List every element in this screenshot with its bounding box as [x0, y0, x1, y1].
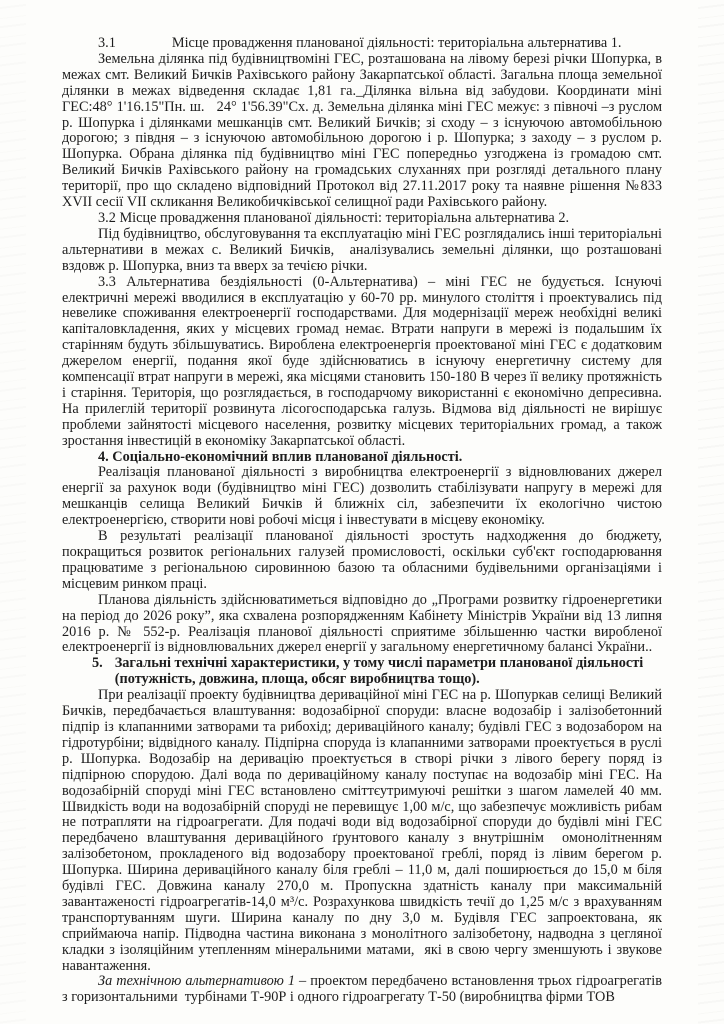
section-4-heading: 4. Соціально-економічний вплив планованої діяльності. — [98, 448, 463, 465]
technical-alternative-1-lead: За технічною альтернативою 1 — [98, 973, 295, 990]
section-3-2-title: 3.2 Місце провадження планованої діяльності: територіальна альтернатива 2. — [98, 209, 570, 226]
paragraph-site-alternative-2: Під будівництво, обслуговування та експлуатацію міні ГЕС розглядались інші територіальні альтернативи в межах с. Великий Бичків, аналізувались земельні ділянки, що розташовані вздовж р. Шопурка, вниз та вверх за течією річки. — [62, 225, 662, 274]
section-5-heading-text: Загальні технічні характеристики, у тому числі параметри планованої діяльності (потужність, довжина, площа, обсяг виробництва тощо). — [114, 655, 644, 688]
paragraph-site-alternative-1: Земельна ділянка під будівництвоміні ГЕС, розташована на лівому березі річки Шопурка, в межах смт. Великий Бичків Рахівського району Закарпатської області. Загальна площа земельної ділянки в межах відведення складає 1,81 га._Ділянка вільна від забудови. Координати міні ГЕС:48° 1'16.15"Пн. ш. 24° 1'56.39"Сх. д. Земельна ділянка міні ГЕС межує: з півночі –з руслом р. Шопурка і ділянками мешканців смт. Великий Бичків; зі сходу – з існуючою автомобільною дорогою; з півдня – з існуючою автомобільною дорогою і р. Шопурка; з заходу – з руслом р. Шопурка. Обрана ділянка під будівництво міні ГЕС попередньо узгоджена із громадою смт. Великий Бичків Рахівського району на громадських слуханнях при розгляді детального плану території, про що складено відповідний Протокол від 27.11.2017 року та наявне рішення №833 XVII сесії VII скликання Великобичківської селищної ради Рахівського району. — [62, 50, 662, 211]
section-5-number: 5. — [92, 655, 103, 672]
paragraph-technical-alternative-1 — [62, 974, 662, 1006]
paragraph-budget-impact: В результаті реалізації планованої діяльності зростуть надходження до бюджету, покращиться розвиток регіональних галузей промисловості, оскільки суб'єкт господарювання працюватиме з регіональною сировинною базою та обласними будівельними організаціями і місцевим ринком праці. — [62, 528, 662, 592]
paragraph-technical-description: При реалізації проекту будівництва дериваційної міні ГЕС на р. Шопуркав селищі Великий Бичків, передбачається влаштування: водозабірної споруди: власне водозабір і залізобетонний підпір із клапанними затворами та рибохід; дериваційного каналу; будівлі ГЕС з водозабором на гідротурбіни; відвідного каналу. Підпірна споруда із клапанними затворами проектується в руслі р. Шопурка. Водозабір на деривацію проектується в створі річки з лівого берегу поряд із підпірною спорудою. Далі вода по дериваційному каналу поступає на водозабір міні ГЕС. На водозабірній споруді міні ГЕС встановлено сміттєутримуючі решітки з шагом ламелей 40 мм. Швидкість води на водозабірній споруді не перевищує 1,00 м/с, що забезпечує можливість рибам не потрапляти на гідроагрегати. Для подачі води від водозабірної споруди до будівлі міні ГЕС передбачено влаштування дериваційного ґрунтового каналу з внутрішнім омонолітненням залізобетоном, прокладеного від водозабору проектованої греблі, поряд із лівим берегом р. Шопурка. Ширина дериваційного каналу біля греблі – 11,0 м, далі поширюється до 15,0 м біля будівлі ГЕС. Довжина каналу 270,0 м. Пропускна здатність каналу при максимальній завантаженості гідроагрегатів-14,0 м³/с. Розрахункова швидкість течії до 1,25 м/с з врахуванням транспортуванням шуги. Ширина каналу по дну 3,0 м. Будівля ГЕС запроектована, як сприймаюча напір. Підводна частина виконана з монолітного залізобетону, надводна з цегляної кладки з ізоляційним утепленням мінеральними матами, які в свою чергу зменшують і звукове навантаження. — [62, 687, 662, 974]
scan-noise-right — [698, 0, 724, 1024]
section-3-1-title-text: Місце провадження планованої діяльності: територіальна альтернатива 1. — [171, 35, 622, 51]
section-3-1-number: 3.1 — [98, 35, 116, 51]
paragraph-socioeconomic-benefits: Реалізація планованої діяльності з виробництва електроенергії з відновлюваних джерел енергії за рахунок води (будівництво міні ГЕС) дозволить стабілізувати напругу в мережі для мешканців селища Великий Бичків й ближніх сіл, забезпечити їх екологічно чистою електроенергією, створити нові робочі місця і інвестувати в місцеву економіку. — [62, 464, 662, 529]
technical-alternative-1-text: – проектом передбачено встановлення трьох гідроагрегатів з горизонтальними турбінами Т-90Р і одного гідроагрегату Т-50 (виробництва фірми ТОВ — [62, 973, 662, 1006]
paragraph-zero-alternative: 3.3 Альтернатива бездіяльності (0-Альтернатива) – міні ГЕС не будується. Існуючі електричні мережі вводилися в експлуатацію у 60-70 рр. минулого століття і проектувались під невелике споживання електроенергії господарствами. Для модернізації мереж необхідні великі капіталовкладення, яких у місцевих громад немає. Втрати напруги в мережі із подальшим їх старінням будуть збільшуватись. Вироблена електроенергія проектованої міні ГЕС є додатковим джерелом енергії, подання якої буде здійснюватись в існуючу енергетичну систему для компенсації втрат напруги в мережі, яка місцями становить 150-180 В через її велику протяжність і старіння. Територія, що розглядається, в господарчому використанні є економічно депресивна. На прилеглій території розвинута лісогосподарська галузь. Відмова від діяльності не вирішує проблеми зайнятості місцевого населення, розвитку місцевих територіальних громад, а також зростання інвестицій в економіку Закарпатської області. — [62, 273, 662, 449]
section-3-1-title — [62, 36, 662, 52]
scan-noise-left — [0, 0, 26, 1024]
section-5-heading — [92, 656, 662, 688]
paragraph-hydropower-program: Планова діяльність здійснюватиметься відповідно до „Програми розвитку гідроенергетики на період до 2026 року”, яка схвалена розпорядженням Кабінету Міністрів України від 13 липня 2016 р. № 552-р. Реалізація планової діяльності сприятиме збільшенню частки виробленої електроенергії із відновлювальних джерел енергії у загальному енергетичному балансі України.. — [62, 591, 662, 656]
